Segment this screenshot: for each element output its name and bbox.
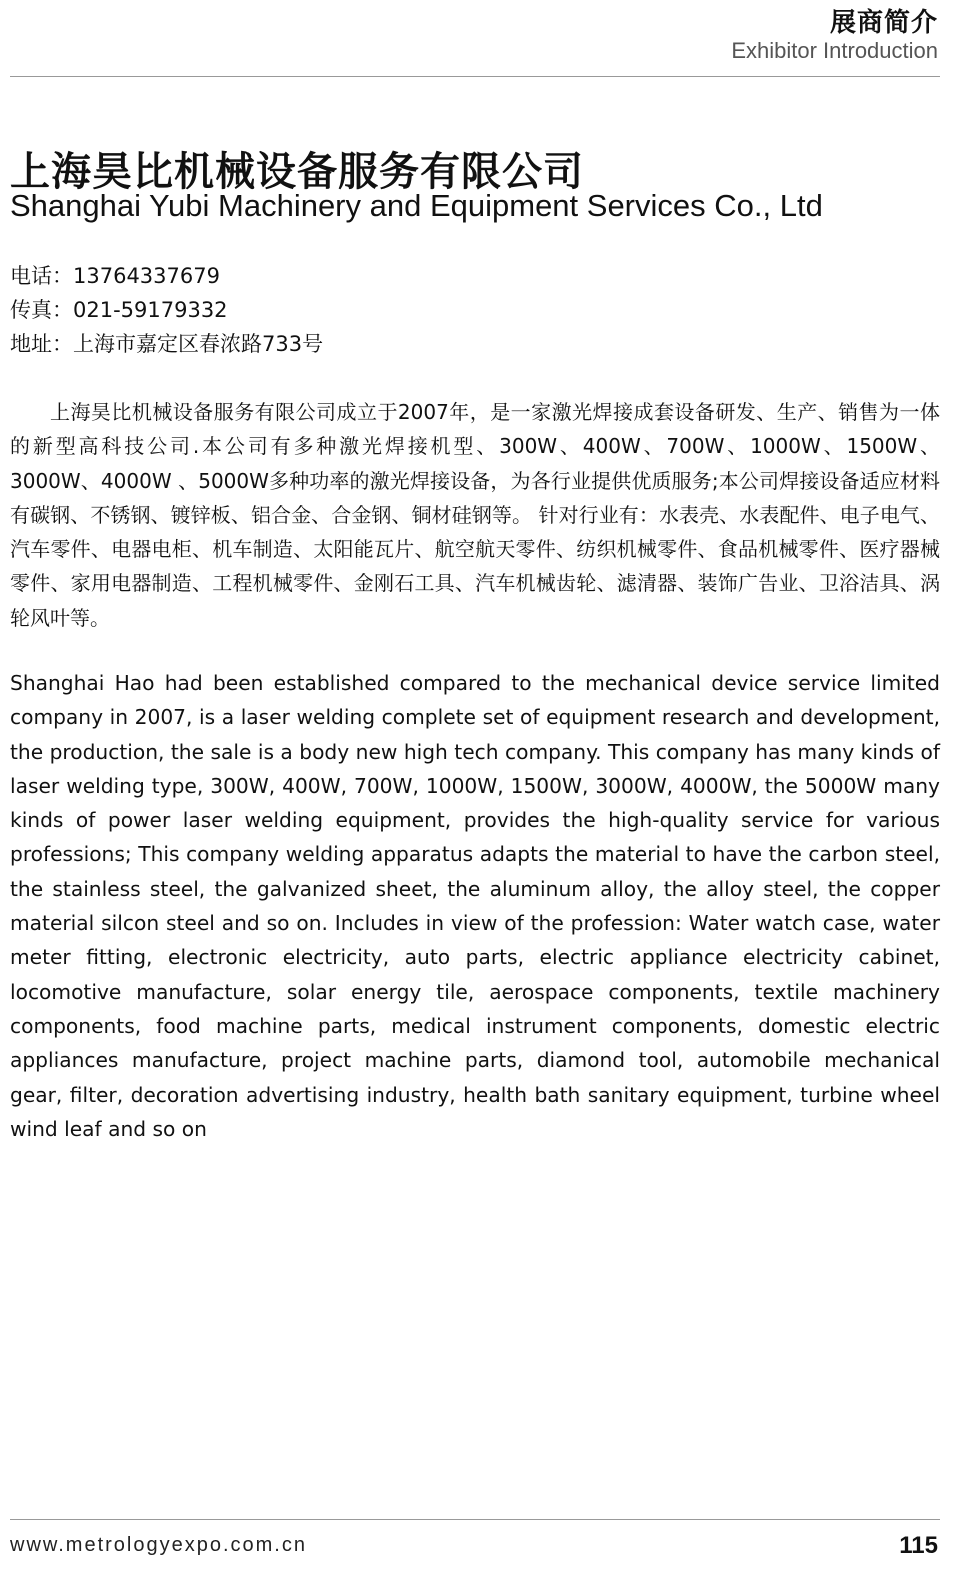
phone-line: 电话：13764337679: [10, 264, 220, 288]
intro-paragraph-en: Shanghai Hao had been established compared to the mechanical device service limited company in 2007, is a laser welding complete set of equipment research and development, the production, the sale is a body new high tech company. This company has many kinds of laser welding type, 300W, 400W, 700W, 1000W, 1500W, 3000W, 4000W, the 5000W many kinds of power laser welding equipment, provides the high-quality service for various professions; This company welding apparatus adapts the material to have the carbon steel, the stainless steel, the galvanized sheet, the aluminum alloy, the alloy steel, the copper material silcon steel and so on. Includes in view of the profession: Water watch case, water meter fitting, electronic electricity, auto parts, electric appliance electricity cabinet, locomotive manufacture, solar energy tile, aerospace components, textile machinery components, food machine parts, medical instrument components, domestic electric appliances manufacture, project machine parts, diamond tool, automobile mechanical gear, filter, decoration advertising industry, health bath sanitary equipment, turbine wheel wind leaf and so on: [10, 671, 940, 1141]
header-divider: [10, 76, 940, 77]
section-title-en: Exhibitor Introduction: [731, 38, 938, 63]
company-name-cn: 上海昊比机械设备服务有限公司: [10, 149, 584, 195]
footer-website-link[interactable]: www.metrologyexpo.com.cn: [10, 1534, 307, 1556]
intro-paragraph-cn: 上海昊比机械设备服务有限公司成立于2007年，是一家激光焊接成套设备研发、生产、销售为一体的新型高科技公司.本公司有多种激光焊接机型、300W、400W、700W、1000W、1500W、3000W、4000W 、5000W多种功率的激光焊接设备，为各行业提供优质服务;本公司焊接设备适应材料有碳钢、不锈钢、镀锌板、铝合金、合金钢、铜材硅钢等。 针对行业有：水表壳、水表配件、电子电气、汽车零件、电器电柜、机车制造、太阳能瓦片、航空航天零件、纺织机械零件、食品机械零件、医疗器械零件、家用电器制造、工程机械零件、金刚石工具、汽车机械齿轮、滤清器、装饰广告业、卫浴洁具、涡轮风叶等。: [10, 400, 940, 630]
section-title-cn: 展商简介: [829, 8, 938, 38]
page-number: 115: [899, 1532, 938, 1559]
address-line: 地址：上海市嘉定区春浓路733号: [10, 332, 324, 356]
fax-line: 传真：021-59179332: [10, 298, 228, 322]
contact-block: [10, 259, 323, 361]
company-name-en: Shanghai Yubi Machinery and Equipment Services Co., Ltd: [10, 188, 823, 223]
footer-divider: [10, 1519, 940, 1520]
